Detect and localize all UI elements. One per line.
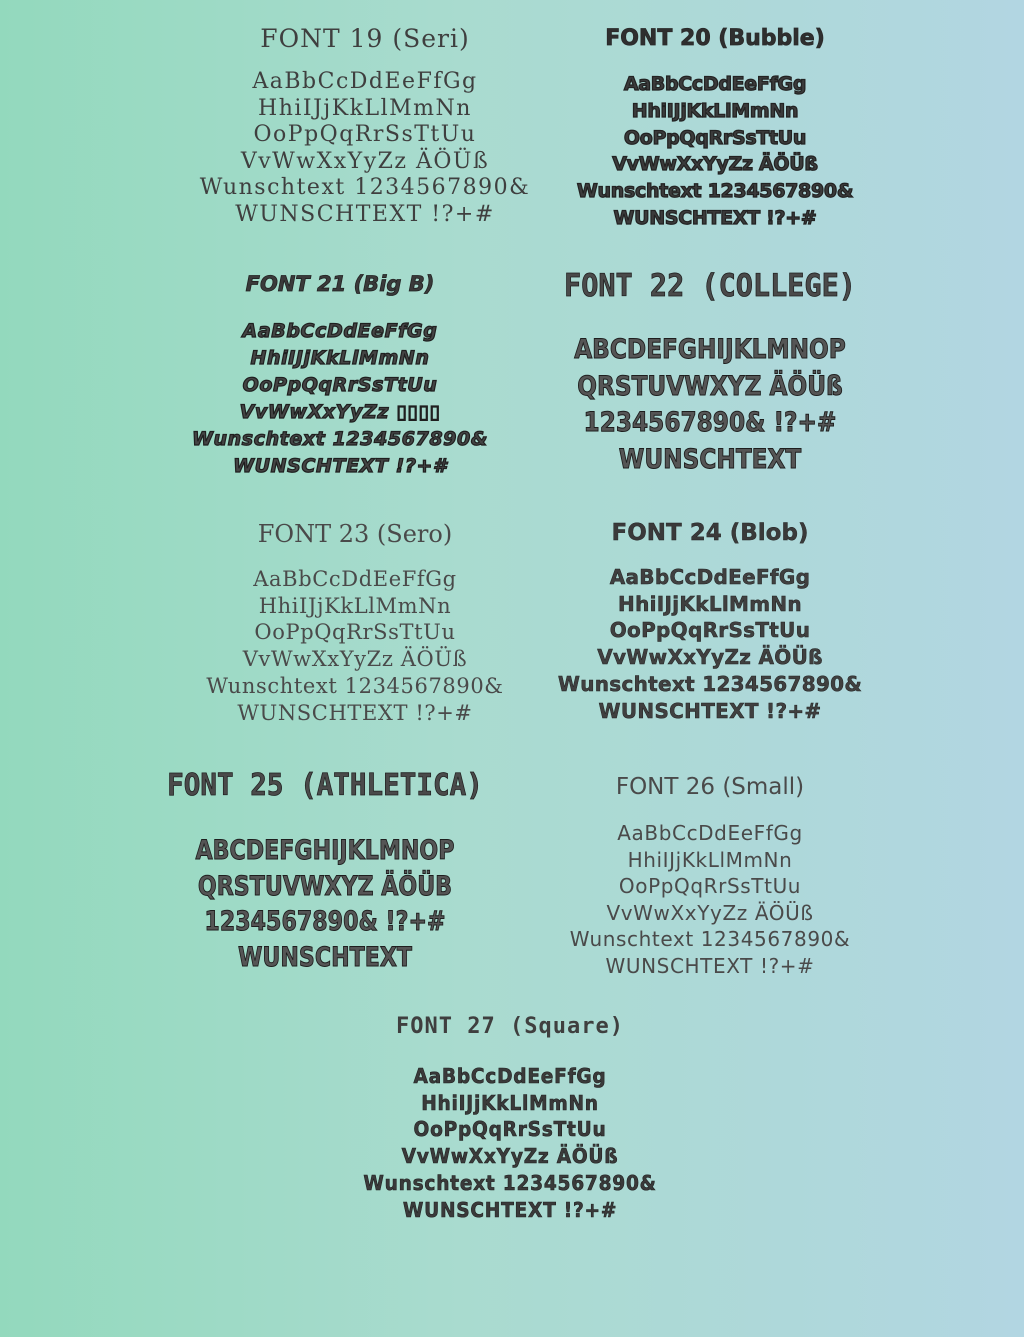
font-24-line-2: HhiIJjKkLlMmNn [618,591,802,616]
font-23-line-6: WUNSCHTEXT !?+# [237,700,473,725]
font-27-specimen [310,1014,710,1223]
font-25-line-4: WUNSCHTEXT [237,941,413,973]
font-20-specimen [530,26,900,232]
font-23-line-5: Wunschtext 1234567890& [206,673,504,698]
font-20-line-1: AaBbCcDdEeFfGg [623,73,807,95]
font-26-line-2: HhiIJjKkLlMmNn [627,847,793,872]
font-24-line-6: WUNSCHTEXT !?+# [598,698,822,723]
font-21-line-1: AaBbCcDdEeFfGg [242,320,438,342]
font-21-specimen [130,272,550,480]
font-27-line-6: WUNSCHTEXT !?+# [402,1197,618,1222]
font-26-line-4: VvWwXxYyZz ÄÖÜß [606,900,814,925]
font-23-title: FONT 23 (Sero) [257,520,453,548]
font-27-title: FONT 27 (Square) [396,1014,624,1039]
font-27-line-5: Wunschtext 1234567890& [363,1170,657,1195]
font-24-line-1: AaBbCcDdEeFfGg [609,565,811,589]
font-20-title: FONT 20 (Bubble) [605,26,825,51]
font-22-line-2: QRSTUVWXYZ ÄÖÜß [577,370,843,402]
font-23-sample-lines [130,566,580,726]
font-20-line-5: Wunschtext 1234567890& [576,180,854,203]
font-19-title: FONT 19 (Seri) [260,24,470,53]
font-26-sample-lines [520,820,900,980]
font-19-sample-lines [160,69,570,229]
font-19-line-5: Wunschtext 1234567890& [199,175,531,201]
font-26-specimen [520,774,900,980]
font-24-specimen [520,520,900,724]
font-21-line-5: Wunschtext 1234567890& [191,428,488,450]
font-26-title: FONT 26 (Small) [615,774,805,800]
font-20-line-3: OoPpQqRrSsTtUu [623,126,807,149]
font-25-sample-lines [120,833,530,975]
font-23-line-2: HhiIJjKkLlMmNn [258,593,452,618]
font-22-title: FONT 22 (COLLEGE) [564,268,856,304]
font-21-line-2: HhiIJjKkLlMmNn [250,347,430,369]
font-19-specimen [160,24,570,229]
font-21-sample-lines [130,318,550,480]
font-23-line-1: AaBbCcDdEeFfGg [253,567,457,591]
font-26-line-6: WUNSCHTEXT !?+# [605,953,815,978]
font-27-line-2: HhiIJjKkLlMmNn [421,1090,599,1115]
font-19-line-2: HhiIJjKkLlMmNn [258,95,472,121]
font-23-line-3: OoPpQqRrSsTtUu [254,620,456,645]
font-19-line-3: OoPpQqRrSsTtUu [253,122,477,148]
font-20-line-4: VvWwXxYyZz ÄÖÜß [612,153,818,176]
font-22-specimen [520,268,900,478]
font-19-line-1: AaBbCcDdEeFfGg [252,69,478,94]
font-24-title: FONT 24 (Blob) [611,520,809,546]
font-24-line-3: OoPpQqRrSsTtUu [609,618,811,643]
font-25-specimen [120,768,530,975]
font-21-title: FONT 21 (Big B) [245,272,435,296]
font-22-line-1: ABCDEFGHIJKLMNOP [574,334,846,365]
font-25-line-1: ABCDEFGHIJKLMNOP [195,835,455,866]
font-22-line-4: WUNSCHTEXT [618,443,802,475]
font-26-line-3: OoPpQqRrSsTtUu [618,874,802,899]
font-21-line-4: VvWwXxYyZz ▯▯▯▯ [239,401,441,423]
font-23-specimen [130,520,580,726]
font-19-line-4: VvWwXxYyZz ÄÖÜß [240,148,490,174]
font-20-line-6: WUNSCHTEXT !?+# [613,206,817,229]
font-20-line-2: HhiIJjKkLlMmNn [631,99,799,122]
font-22-sample-lines [520,332,900,478]
font-21-line-3: OoPpQqRrSsTtUu [242,374,438,396]
font-24-sample-lines [520,564,900,724]
font-26-line-1: AaBbCcDdEeFfGg [617,821,803,845]
font-26-line-5: Wunschtext 1234567890& [569,927,851,952]
font-19-line-6: WUNSCHTEXT !?+# [235,201,495,227]
font-27-line-4: VvWwXxYyZz ÄÖÜß [401,1144,619,1169]
font-27-line-3: OoPpQqRrSsTtUu [413,1117,607,1142]
font-22-line-3: 1234567890& !?+# [583,407,837,438]
font-27-sample-lines [310,1063,710,1223]
font-25-line-2: QRSTUVWXYZ ÄÖÜB [197,870,453,902]
font-21-line-6: WUNSCHTEXT !?+# [233,455,447,477]
font-25-line-3: 1234567890& !?+# [204,906,446,937]
font-24-line-5: Wunschtext 1234567890& [557,671,863,696]
font-24-line-4: VvWwXxYyZz ÄÖÜß [597,645,823,670]
font-23-line-4: VvWwXxYyZz ÄÖÜß [242,647,468,672]
font-20-sample-lines [530,71,900,232]
font-25-title: FONT 25 (ATHLETICA) [167,768,483,803]
font-27-line-1: AaBbCcDdEeFfGg [413,1064,607,1088]
